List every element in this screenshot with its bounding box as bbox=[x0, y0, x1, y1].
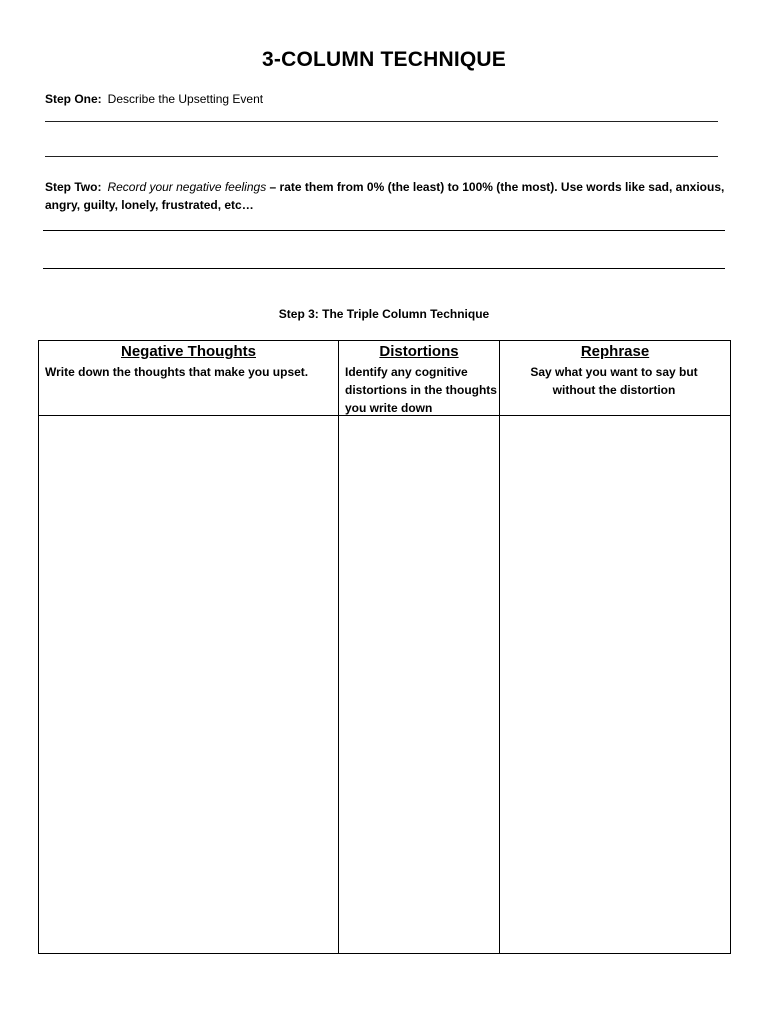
step-two-italic: Record your negative feelings bbox=[107, 180, 267, 194]
negative-thoughts-writing-area[interactable] bbox=[39, 416, 338, 953]
step-three-label: Step 3: The Triple Column Technique bbox=[278, 307, 490, 321]
column-heading-negative-thoughts: Negative Thoughts bbox=[120, 343, 256, 360]
rephrase-writing-area[interactable] bbox=[500, 416, 730, 953]
column-description-distortions: Identify any cognitive distortions in the thoughts you write down bbox=[345, 365, 497, 415]
step-one-answer-line-1[interactable] bbox=[45, 121, 718, 122]
step-two bbox=[45, 178, 735, 214]
step-one bbox=[45, 92, 263, 106]
step-one-text: Describe the Upsetting Event bbox=[107, 92, 264, 106]
column-heading-distortions: Distortions bbox=[379, 343, 459, 360]
distortions-writing-area[interactable] bbox=[339, 416, 499, 953]
step-two-label: Step Two: bbox=[45, 180, 102, 194]
step-two-answer-line-1[interactable] bbox=[43, 230, 725, 231]
column-heading-rephrase: Rephrase bbox=[580, 343, 650, 360]
column-description-rephrase: Say what you want to say but without the distortion bbox=[530, 365, 698, 397]
step-one-answer-line-2[interactable] bbox=[45, 156, 718, 157]
triple-column-table bbox=[38, 340, 731, 954]
column-description-negative-thoughts: Write down the thoughts that make you upset. bbox=[45, 365, 309, 379]
step-one-label: Step One: bbox=[45, 92, 102, 106]
step-two-answer-line-2[interactable] bbox=[43, 268, 725, 269]
page-title: 3-COLUMN TECHNIQUE bbox=[262, 48, 506, 71]
step-two-text: – rate them from 0% (the least) to 100% (the most). Use words like sad, anxious, angry, guilty, lonely, frustrated, etc… bbox=[45, 180, 725, 212]
